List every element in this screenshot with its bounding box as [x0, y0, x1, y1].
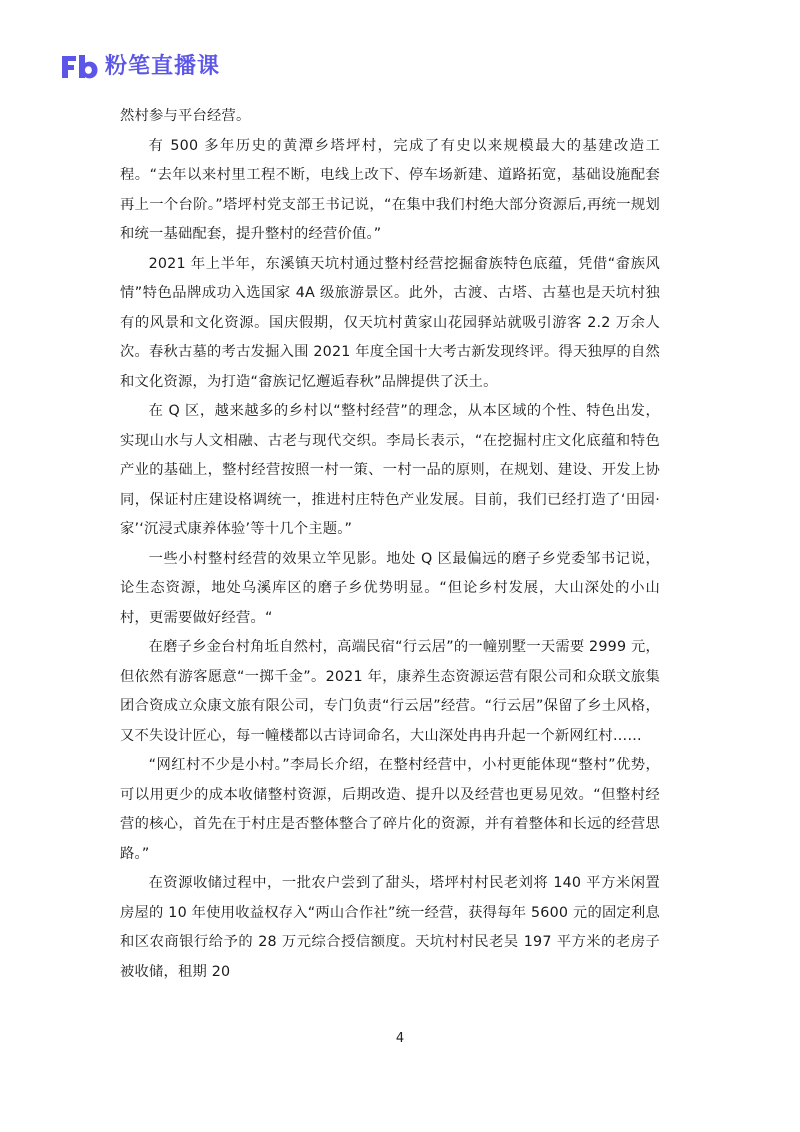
paragraph: 在 Q 区，越来越多的乡村以“整村经营”的理念，从本区域的个性、特色出发，实现山水与人文相融、古老与现代交织。李局长表示，“在挖掘村庄文化底蕴和特色产业的基础上，整村经营按照一村一策、一村一品的原则，在规划、建设、开发上协同，保证村庄建设格调统一，推进村庄特色产业发展。目前，我们已经打造了‘田园·家’‘沉浸式康养体验’等十几个主题。”: [120, 403, 660, 537]
paragraph-continued: 然村参与平台经营。: [120, 108, 251, 124]
paragraph: 在资源收储过程中，一批农户尝到了甜头，塔坪村村民老刘将 140 平方米闲置房屋的 10 年使用收益权存入“两山合作社”统一经营，获得每年 5600 元的固定利息和区农商银行给予的 28 万元综合授信额度。天坑村村民老吴 197 平方米的老房子被收储，租期 20: [120, 875, 660, 980]
brand-name: 粉笔直播课: [105, 54, 221, 79]
paragraph: 2021 年上半年，东溪镇天坑村通过整村经营挖掘畲族特色底蕴，凭借“畲族风情”特色品牌成功入选国家 4A 级旅游景区。此外，古渡、古塔、古墓也是天坑村独有的风景和文化资源。国庆假期，仅天坑村黄家山花园驿站就吸引游客 2.2 万余人次。春秋古墓的考古发掘入围 2021 年度全国十大考古新发现终评。得天独厚的自然和文化资源，为打造“畲族记忆邂逅春秋”品牌提供了沃土。: [120, 255, 660, 390]
page-number: 4: [395, 1031, 405, 1046]
article-body: [120, 102, 660, 987]
fb-logo-icon: [59, 52, 99, 82]
paragraph: 在磨子乡金台村角坵自然村，高端民宿“行云居”的一幢别墅一天需要 2999 元，但依然有游客愿意“一掷千金”。2021 年，康养生态资源运营有限公司和众联文旅集团合资成立众康文旅有限公司，专门负责“行云居”经营。“行云居”保留了乡土风格，又不失设计匠心，每一幢楼都以古诗词命名，大山深处冉冉升起一个新网红村……: [120, 639, 660, 744]
paragraph: 有 500 多年历史的黄潭乡塔坪村，完成了有史以来规模最大的基建改造工程。“去年以来村里工程不断，电线上改下、停车场新建、道路拓宽，基础设施配套再上一个台阶。”塔坪村党支部王书记说，“在集中我们村绝大部分资源后,再统一规划和统一基础配套，提升整村的经营价值。”: [120, 137, 660, 242]
header-logo: [59, 52, 220, 82]
paragraph: 一些小村整村经营的效果立竿见影。地处 Q 区最偏远的磨子乡党委邹书记说，论生态资源，地处乌溪库区的磨子乡优势明显。“但论乡村发展，大山深处的小山村，更需要做好经营。“: [120, 550, 660, 626]
paragraph: “网红村不少是小村。”李局长介绍，在整村经营中，小村更能体现“整村”优势，可以用更少的成本收储整村资源，后期改造、提升以及经营也更易见效。“但整村经营的核心，首先在于村庄是否整体整合了碎片化的资源，并有着整体和长远的经营思路。”: [120, 757, 660, 862]
